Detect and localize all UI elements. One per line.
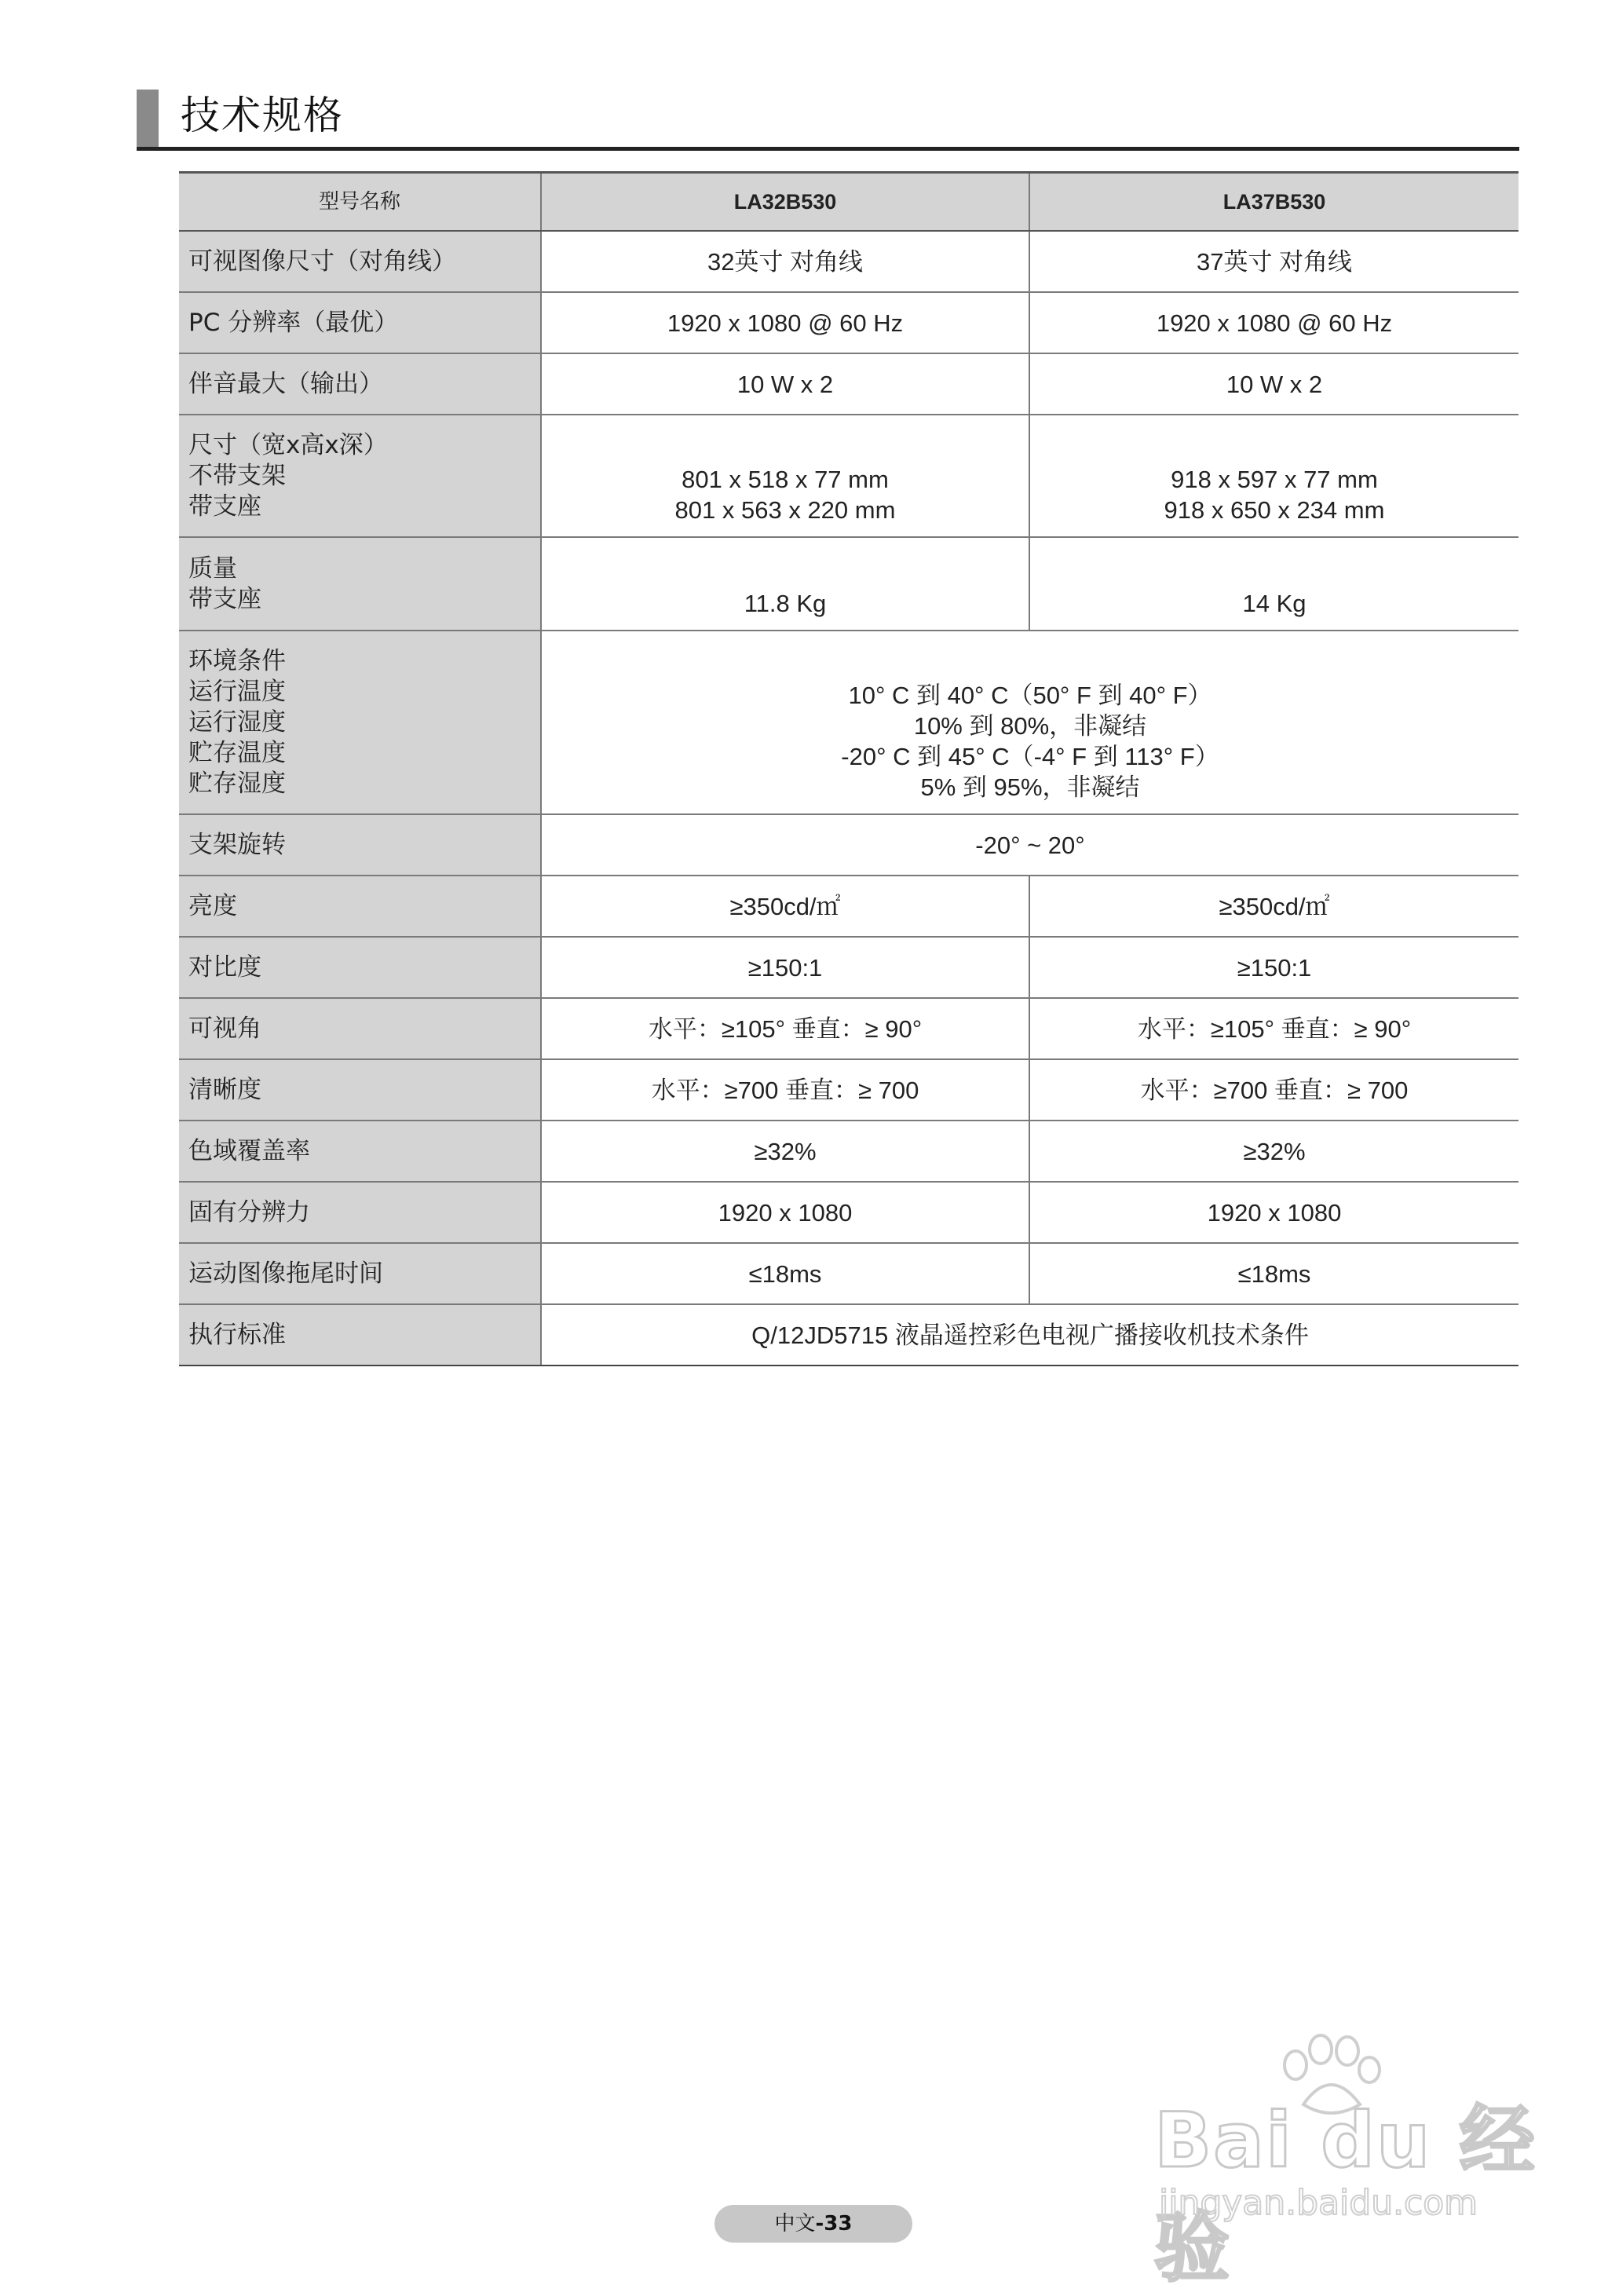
table-row [179,814,1518,876]
page-language: 中文 [774,2212,816,2236]
table-row [179,353,1518,415]
row-label: 清晰度 [179,1059,541,1121]
page-number-badge [714,2205,912,2243]
row-value-model-1: 水平：≥105° 垂直：≥ 90° [541,998,1029,1059]
row-value-model-1: 水平：≥700 垂直：≥ 700 [541,1059,1029,1121]
header-model-label: 型号名称 [179,173,541,232]
table-row [179,998,1518,1059]
row-label: 支架旋转 [179,814,541,876]
row-value-model-1: ≤18ms [541,1243,1029,1304]
row-label: 对比度 [179,937,541,998]
row-value-model-1: ≥350cd/㎡ [541,876,1029,937]
row-value-model-1: 1920 x 1080 @ 60 Hz [541,292,1029,353]
page-title: 技术规格 [181,93,344,138]
row-value-model-2: 水平：≥105° 垂直：≥ 90° [1029,998,1518,1059]
table-row [179,415,1518,537]
row-label: 执行标准 [179,1304,541,1366]
watermark-logo: Bai du 经验 [1154,2097,1537,2292]
row-value-model-1: 10 W x 2 [541,353,1029,415]
table-row [179,292,1518,353]
row-label: 可视角 [179,998,541,1059]
row-value-model-1: ≥32% [541,1121,1029,1182]
table-row [179,876,1518,937]
table-row [179,1182,1518,1243]
row-value-model-2: ≤18ms [1029,1243,1518,1304]
row-value-shared: 10° C 到 40° C（50° F 到 40° F） 10% 到 80%，非凝结 -20° C 到 45° C（-4° F 到 113° F） 5% 到 95%，非凝结 [541,631,1518,814]
row-value-model-2: 14 Kg [1029,537,1518,631]
table-row [179,631,1518,814]
row-value-model-2: ≥150:1 [1029,937,1518,998]
table-row [179,231,1518,292]
row-label: 固有分辨力 [179,1182,541,1243]
row-label: 运动图像拖尾时间 [179,1243,541,1304]
row-value-shared: Q/12JD5715 液晶遥控彩色电视广播接收机技术条件 [541,1304,1518,1366]
header-model-2: LA37B530 [1029,173,1518,232]
row-value-model-1: 1920 x 1080 [541,1182,1029,1243]
row-label: 亮度 [179,876,541,937]
table-row [179,1121,1518,1182]
row-label: PC 分辨率（最优） [179,292,541,353]
table-row [179,1304,1518,1366]
row-label: 色域覆盖率 [179,1121,541,1182]
row-value-model-1: 32英寸 对角线 [541,231,1029,292]
baidu-jingyan-watermark [1154,2034,1562,2292]
section-header [137,85,1519,151]
row-value-model-2: 1920 x 1080 @ 60 Hz [1029,292,1518,353]
row-value-model-1: ≥150:1 [541,937,1029,998]
watermark-url: jingyan.baidu.com [1159,2183,1478,2223]
row-label: 伴音最大（输出） [179,353,541,415]
title-underline [137,147,1519,151]
table-header-row [179,173,1518,232]
spec-table [179,171,1518,1366]
table-row [179,1243,1518,1304]
table-row [179,537,1518,631]
header-model-1: LA32B530 [541,173,1029,232]
row-value-model-1: 801 x 518 x 77 mm 801 x 563 x 220 mm [541,415,1029,537]
page-number: -33 [815,2212,853,2236]
table-row [179,937,1518,998]
row-label: 尺寸（宽x高x深） 不带支架 带支座 [179,415,541,537]
row-value-model-2: 1920 x 1080 [1029,1182,1518,1243]
row-label: 环境条件 运行温度 运行湿度 贮存温度 贮存湿度 [179,631,541,814]
row-value-model-2: ≥32% [1029,1121,1518,1182]
row-value-model-2: 10 W x 2 [1029,353,1518,415]
row-value-model-2: 水平：≥700 垂直：≥ 700 [1029,1059,1518,1121]
row-value-model-2: 37英寸 对角线 [1029,231,1518,292]
row-value-shared: -20° ~ 20° [541,814,1518,876]
title-accent-bar [137,90,159,151]
row-value-model-1: 11.8 Kg [541,537,1029,631]
row-label: 质量 带支座 [179,537,541,631]
row-value-model-2: 918 x 597 x 77 mm 918 x 650 x 234 mm [1029,415,1518,537]
row-value-model-2: ≥350cd/㎡ [1029,876,1518,937]
table-row [179,1059,1518,1121]
row-label: 可视图像尺寸（对角线） [179,231,541,292]
